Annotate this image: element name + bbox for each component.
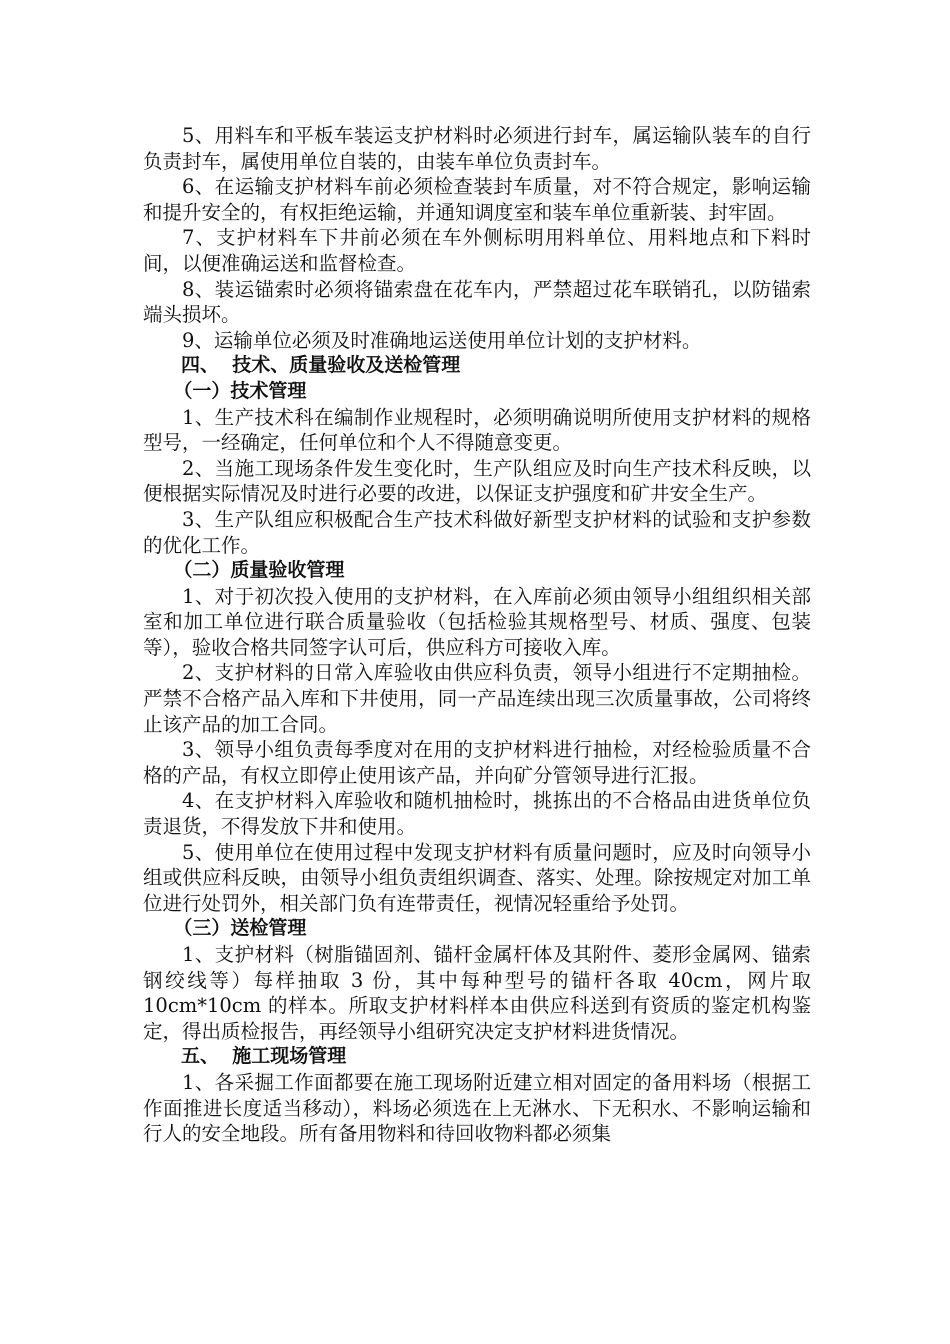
paragraph-quality-2: 2、支护材料的日常入库验收由供应科负责，领导小组进行不定期抽检。严禁不合格产品入库和下井使用，同一产品连续出现三次质量事故，公司将终止该产品的加工合同。 (143, 661, 811, 736)
paragraph-transport-6: 6、在运输支护材料车前必须检查装封车质量，对不符合规定，影响运输和提升安全的，有权拒绝运输，并通知调度室和装车单位重新装、封牢固。 (143, 175, 811, 224)
paragraph-transport-9: 9、运输单位必须及时准确地运送使用单位计划的支护材料。 (182, 328, 702, 352)
paragraph-transport-5: 5、用料车和平板车装运支护材料时必须进行封车，属运输队装车的自行负责封车，属使用单位自装的，由装车单位负责封车。 (143, 124, 811, 173)
paragraph-inspection-1: 1、支护材料（树脂锚固剂、锚杆金属杆体及其附件、菱形金属网、锚索钢绞线等）每样抽取 3 份，其中每种型号的锚杆各取 40cm，网片取 10cm*10cm 的样本。所取支护材料样本由供应科送到有资质的鉴定机构鉴定，得出质检报告，再经领导小组研究决定支护材料进货情况。 (143, 943, 818, 1043)
section-heading-4: 四、 技术、质量验收及送检管理 (181, 354, 461, 377)
paragraph-quality-5: 5、使用单位在使用过程中发现支护材料有质量问题时，应及时向领导小组或供应科反映，由领导小组负责组织调查、落实、处理。除按规定对加工单位进行处罚外，相关部门负有连带责任，视情况轻重给予处罚。 (143, 840, 811, 915)
subsection-heading-inspection: （三）送检管理 (173, 917, 307, 940)
subsection-heading-technical: （一）技术管理 (173, 379, 307, 402)
paragraph-tech-2: 2、当施工现场条件发生变化时，生产队组应及时向生产技术科反映，以便根据实际情况及时进行必要的改进，以保证支护强度和矿井安全生产。 (143, 456, 811, 506)
paragraph-transport-8: 8、装运锚索时必须将锚索盘在花车内，严禁超过花车联销孔，以防锚索端头损坏。 (143, 277, 811, 327)
paragraph-site-1: 1、各采掘工作面都要在施工现场附近建立相对固定的备用料场（根据工作面推进长度适当移动），料场必须选在上无淋水、下无积水、不影响运输和行人的安全地段。所有备用物料和待回收物料都必须集 (143, 1070, 811, 1146)
section-heading-5: 五、 施工现场管理 (181, 1045, 347, 1068)
paragraph-tech-3: 3、生产队组应积极配合生产技术科做好新型支护材料的试验和支护参数的优化工作。 (143, 507, 811, 557)
paragraph-transport-7: 7、支护材料车下井前必须在车外侧标明用料单位、用料地点和下料时间，以便准确运送和监督检查。 (143, 226, 811, 275)
document-page (143, 123, 818, 1147)
paragraph-tech-1: 1、生产技术科在编制作业规程时，必须明确说明所使用支护材料的规格型号，一经确定，任何单位和个人不得随意变更。 (143, 405, 811, 455)
subsection-heading-quality: （二）质量验收管理 (173, 559, 345, 582)
paragraph-quality-4: 4、在支护材料入库验收和随机抽检时，挑拣出的不合格品由进货单位负责退货，不得发放下井和使用。 (143, 789, 811, 839)
paragraph-quality-3: 3、领导小组负责每季度对在用的支护材料进行抽检，对经检验质量不合格的产品，有权立即停止使用该产品，并向矿分管领导进行汇报。 (143, 738, 811, 787)
paragraph-quality-1: 1、对于初次投入使用的支护材料，在入库前必须由领导小组组织相关部室和加工单位进行联合质量验收（包括检验其规格型号、材质、强度、包装等），验收合格共同签字认可后，供应科方可接收入库。 (143, 584, 811, 659)
